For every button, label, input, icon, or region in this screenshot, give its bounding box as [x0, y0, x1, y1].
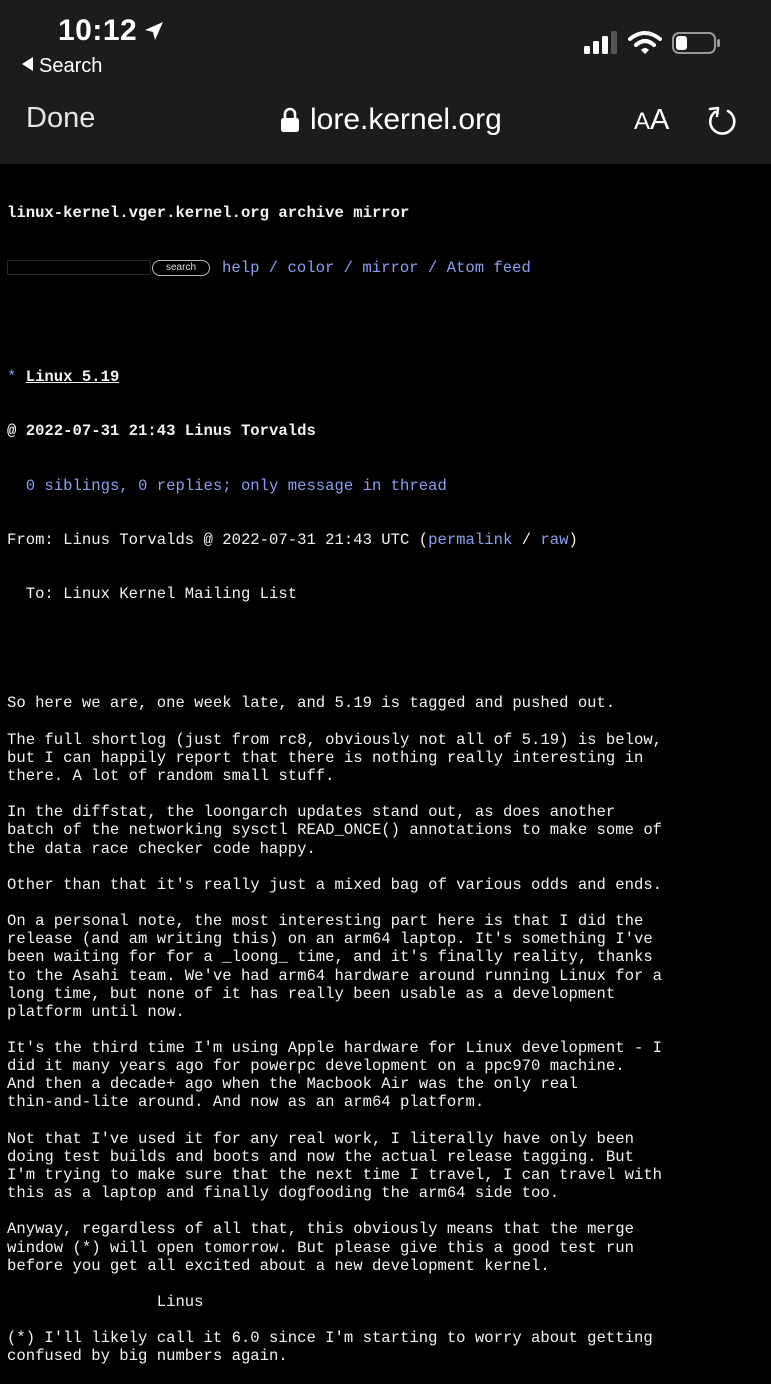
battery-icon: [672, 30, 722, 56]
url-text: lore.kernel.org: [310, 103, 502, 136]
message-body-line: been waiting for for a _loong_ time, and it's finally reality, thanks: [7, 948, 653, 967]
message-body-line: It's the third time I'm using Apple hardware for Linux development - I: [7, 1039, 663, 1058]
status-bar: [0, 0, 771, 90]
spacer: [7, 313, 767, 331]
search-button[interactable]: search: [152, 260, 210, 276]
message-body-line: Linus: [7, 1293, 204, 1312]
message-body-line: [7, 894, 767, 912]
raw-link[interactable]: raw: [540, 531, 569, 550]
message-body-line: there. A lot of random small stuff.: [7, 766, 335, 785]
message-body-line: In the diffstat, the loongarch updates stand out, as does another: [7, 803, 616, 822]
message-body-line: Other than that it's really just a mixed bag of various odds and ends.: [7, 875, 663, 894]
message-body-line: confused by big numbers again.: [7, 1347, 288, 1366]
message-body-line: (*) I'll likely call it 6.0 since I'm starting to worry about getting: [7, 1329, 653, 1348]
text-size-button[interactable]: [634, 104, 669, 137]
search-row: [7, 259, 767, 277]
link-separator: /: [334, 258, 363, 277]
message-body-line: The full shortlog (just from rc8, obviously not all of 5.19) is below,: [7, 730, 663, 749]
message-body-line: [7, 1275, 767, 1293]
from-suffix: ): [568, 531, 578, 550]
wifi-icon: [628, 30, 662, 56]
message-body-line: [7, 1021, 767, 1039]
back-triangle-icon: [22, 57, 33, 71]
message-body-line: platform until now.: [7, 1002, 185, 1021]
link-separator: /: [418, 258, 447, 277]
message-body-line: release (and am writing this) on an arm64 laptop. It's something I've: [7, 930, 653, 949]
message-body-line: but I can happily report that there is nothing really interesting in: [7, 748, 644, 767]
search-input[interactable]: [7, 260, 151, 275]
message-body-line: batch of the networking sysctl READ_ONCE() annotations to make some of: [7, 821, 663, 840]
address-bar[interactable]: [280, 100, 502, 140]
message-body-line: doing test builds and boots and now the actual release tagging. But: [7, 1147, 634, 1166]
thread-subject-line: [7, 368, 767, 386]
message-body-line: window (*) will open tomorrow. But please give this a good test run: [7, 1238, 634, 1257]
link-separator: /: [512, 531, 541, 550]
text-size-big-a: A: [650, 104, 670, 136]
message-body-line: [7, 713, 767, 731]
link-separator: /: [259, 258, 288, 277]
from-prefix: From: Linus Torvalds @ 2022-07-31 21:43 UTC (: [7, 531, 429, 550]
from-line: [7, 531, 767, 549]
browser-nav-bar: [0, 90, 771, 164]
message-body-line: thin-and-lite around. And now as an arm64 platform.: [7, 1093, 485, 1112]
message-body: [7, 694, 767, 1365]
lock-icon: [280, 107, 300, 133]
message-body-line: [7, 1202, 767, 1220]
archive-title: linux-kernel.vger.kernel.org archive mirror: [7, 204, 410, 223]
cellular-signal-icon: [584, 30, 620, 56]
message-body-line: On a personal note, the most interesting part here is that I did the: [7, 912, 644, 931]
message-body-line: Anyway, regardless of all that, this obviously means that the merge: [7, 1220, 634, 1239]
message-body-line: long time, but none of it has really been usable as a development: [7, 984, 616, 1003]
reload-icon[interactable]: [706, 104, 738, 138]
thread-date-line: @ 2022-07-31 21:43 Linus Torvalds: [7, 422, 316, 441]
message-body-line: I'm trying to make sure that the next time I travel, I can travel with: [7, 1166, 663, 1185]
thread-subject-link[interactable]: Linux 5.19: [25, 367, 120, 386]
message-body-line: did it many years ago for powerpc development on a ppc970 machine.: [7, 1057, 625, 1076]
back-search-label: Search: [39, 55, 103, 77]
status-time: 10:12: [58, 14, 138, 47]
help-link[interactable]: help: [222, 258, 260, 277]
siblings-link[interactable]: 0 siblings, 0 replies; only message in thread: [25, 476, 447, 495]
done-button[interactable]: Done: [26, 102, 96, 134]
color-link[interactable]: color: [287, 258, 335, 277]
spacer: [7, 640, 767, 658]
message-body-line: before you get all excited about a new development kernel.: [7, 1256, 550, 1275]
mirror-link[interactable]: mirror: [362, 258, 419, 277]
message-body-line: [7, 1311, 767, 1329]
message-body-line: So here we are, one week late, and 5.19 is tagged and pushed out.: [7, 694, 616, 713]
message-body-line: [7, 858, 767, 876]
back-to-search-button[interactable]: [22, 55, 102, 78]
message-body-line: And then a decade+ ago when the Macbook Air was the only real: [7, 1075, 578, 1094]
message-body-line: the data race checker code happy.: [7, 839, 316, 858]
message-body-line: Not that I've used it for any real work, I literally have only been: [7, 1129, 634, 1148]
message-body-line: this as a laptop and finally dogfooding the arm64 side too.: [7, 1184, 560, 1203]
page-content: [7, 168, 767, 1384]
thread-bullet: *: [7, 367, 26, 386]
message-body-line: [7, 1112, 767, 1130]
location-arrow-icon: [143, 20, 165, 42]
message-body-line: to the Asahi team. We've had arm64 hardware around running Linux for a: [7, 966, 663, 985]
message-body-line: [7, 785, 767, 803]
atom-feed-link[interactable]: Atom feed: [446, 258, 531, 277]
to-line: To: Linux Kernel Mailing List: [7, 585, 298, 604]
permalink-link[interactable]: permalink: [428, 531, 513, 550]
text-size-small-a: A: [634, 108, 651, 135]
thread-siblings-line: [7, 477, 767, 495]
